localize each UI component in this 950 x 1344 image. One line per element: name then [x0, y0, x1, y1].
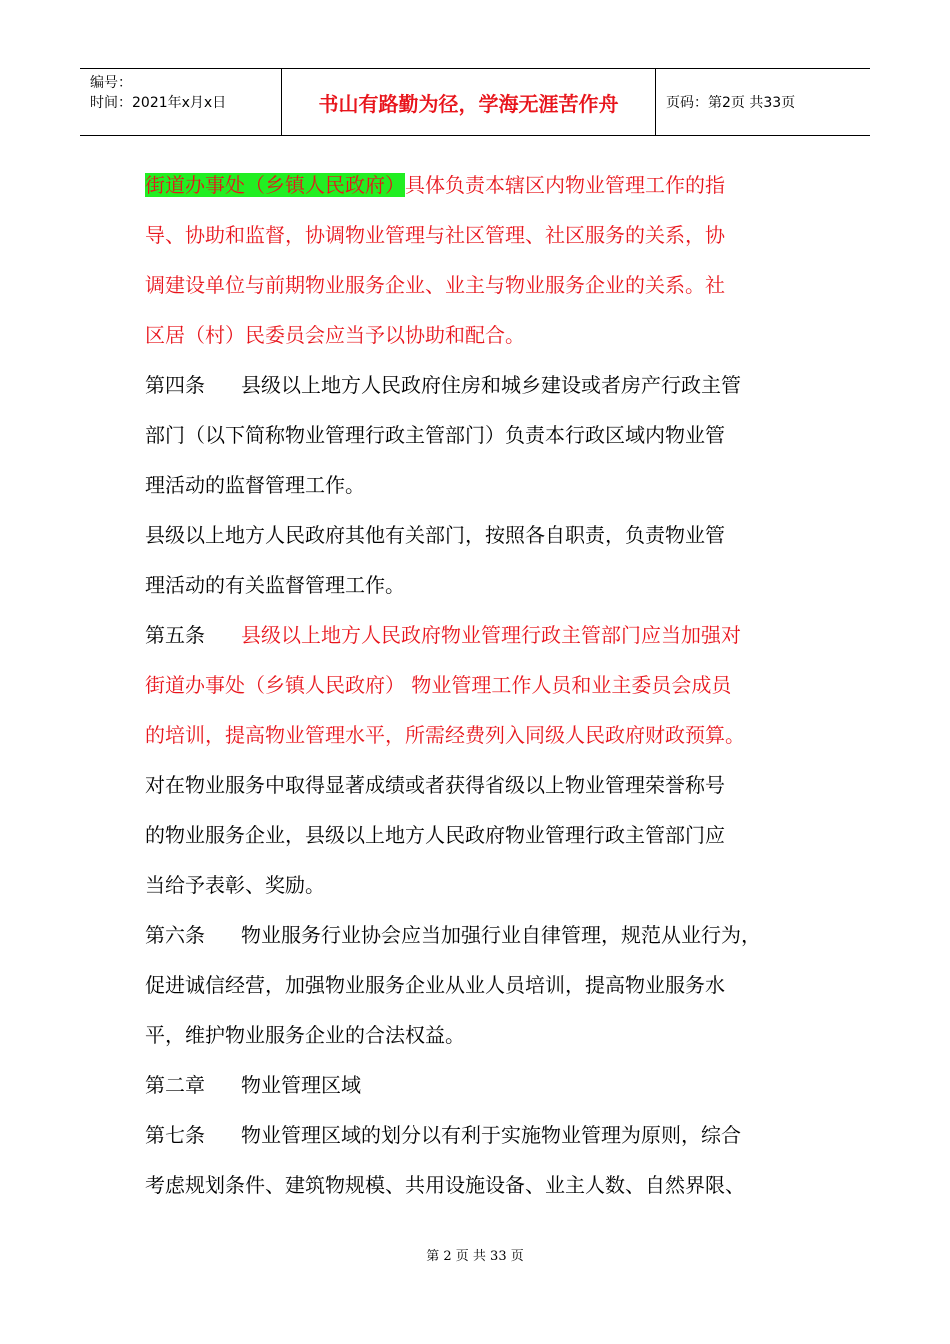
- text-line: 促进诚信经营，加强物业服务企业从业人员培训，提高物业服务水: [145, 973, 725, 997]
- article-5: [145, 610, 825, 660]
- chapter-2-heading: [145, 1060, 825, 1110]
- text-line: 调建设单位与前期物业服务企业、业主与物业服务企业的关系。社: [145, 273, 725, 297]
- article-7: [145, 1110, 825, 1160]
- text-line: 部门（以下简称物业管理行政主管部门）负责本行政区域内物业管: [145, 423, 725, 447]
- article-6: [145, 910, 825, 960]
- header-page-info: 页码：第2页 共33页: [666, 95, 796, 111]
- text-span: 县级以上地方人民政府住房和城乡建设或者房产行政主管: [241, 373, 741, 397]
- article-number: 第七条: [145, 1123, 205, 1147]
- page-footer: 第 2 页 共 33 页: [426, 1249, 524, 1264]
- text-line: 的物业服务企业，县级以上地方人民政府物业管理行政主管部门应: [145, 823, 725, 847]
- text-line: 县级以上地方人民政府其他有关部门，按照各自职责，负责物业管: [145, 523, 725, 547]
- text-line: 当给予表彰、奖励。: [145, 873, 325, 897]
- text-span: 物业管理区域的划分以有利于实施物业管理为原则，综合: [241, 1123, 741, 1147]
- article-number: 第四条: [145, 373, 205, 397]
- header-meta: [80, 69, 282, 135]
- highlighted-text: 街道办事处（乡镇人民政府）: [145, 173, 405, 197]
- doc-time-label: 时间：2021年x月x日: [90, 95, 227, 111]
- document-body: [145, 160, 825, 1210]
- text-line: 街道办事处（乡镇人民政府） 物业管理工作人员和业主委员会成员: [145, 673, 732, 697]
- text-line: 平，维护物业服务企业的合法权益。: [145, 1023, 465, 1047]
- article-4: [145, 360, 825, 410]
- text-line: 的培训，提高物业管理水平，所需经费列入同级人民政府财政预算。: [145, 723, 745, 747]
- chapter-number: 第二章: [145, 1073, 205, 1097]
- chapter-title: 物业管理区域: [241, 1073, 361, 1097]
- page-header: [80, 68, 870, 136]
- text-line: 理活动的有关监督管理工作。: [145, 573, 405, 597]
- text-line: [145, 160, 825, 210]
- text-line: 考虑规划条件、建筑物规模、共用设施设备、业主人数、自然界限、: [145, 1173, 745, 1197]
- article-number: 第六条: [145, 923, 205, 947]
- doc-number-label: 编号：: [90, 75, 132, 91]
- text-line: 区居（村）民委员会应当予以协助和配合。: [145, 323, 525, 347]
- text-span: 具体负责本辖区内物业管理工作的指: [405, 173, 725, 197]
- text-line: 导、协助和监督，协调物业管理与社区管理、社区服务的关系，协: [145, 223, 725, 247]
- text-span: 县级以上地方人民政府物业管理行政主管部门应当加强对: [241, 623, 741, 647]
- header-motto: 书山有路勤为径，学海无涯苦作舟: [282, 69, 656, 135]
- article-number: 第五条: [145, 623, 205, 647]
- text-span: 物业服务行业协会应当加强行业自律管理，规范从业行为，: [241, 923, 761, 947]
- text-line: 理活动的监督管理工作。: [145, 473, 365, 497]
- text-line: 对在物业服务中取得显著成绩或者获得省级以上物业管理荣誉称号: [145, 773, 725, 797]
